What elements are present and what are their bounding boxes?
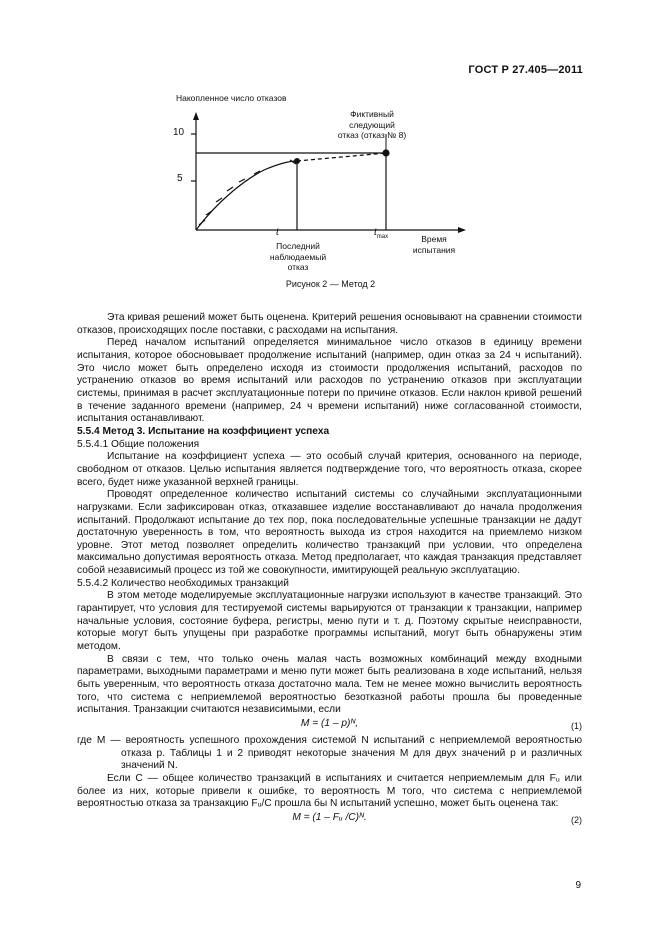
last-failure-label: Последний наблюдаемый отказ [269,241,327,272]
y-axis-arrow [193,112,199,120]
time-axis-label: Время испытания [412,234,456,255]
fictitious-failure-label: Фиктивный следующий отказ (отказ № 8) [337,109,407,140]
y-axis-label: Накопленное число отказов [176,93,287,103]
paragraph-probability: В связи с тем, что только очень малая часть возможных комбинаций между входными параметрами, выходными параметрами и меню пути может быть реализована в ходе испытаний, нельзя быть уверенным, что вероятность отказа достаточно мала. Тем не менее можно вычислить вероятность того, что система с неприемлемой вероятностью безотказной работы прошла бы проведенные испытания. Транзакции считаются независимыми, если [77,653,582,716]
last-failure-point [294,158,300,164]
extrapolation-line [297,153,386,161]
paragraph-decision-curve: Эта кривая решений может быть оценена. Критерий решения основывают на сравнении стоимости отказов, происходящих после поставки, с расходами на испытания. [77,312,582,336]
heading-5-5-4-2: 5.5.4.2 Количество необходимых транзакций [77,577,289,589]
page-number: 9 [575,880,581,891]
paragraph-transactions: В этом методе моделируемые эксплуатационные нагрузки используют в качестве транзакций. Это гарантирует, что условия для тестируемой системы варьируются от транзакции к транзакции, например начальные условия, состояние буфера, регистры, меню пути и т. д. Поэтому скрытые неисправности, которые могут быть упущены при разработке программы испытаний, могут быть обнаружены этим методом. [77,590,582,653]
fictitious-failure-point [382,149,389,156]
paragraph-success-ratio: Испытание на коэффициент успеха — это особый случай критерия, основанного на периоде, свободном от отказов. Целью испытания является подтверждение того, что вероятность отказа, скорее всего, будет ниже указанной верхней границы. [77,451,582,488]
figure-decision-curve [160,88,480,280]
cumulative-curve [196,161,297,230]
equation-2-formula: M = (1 – Fᵤ /C)ᴺ. [292,811,367,823]
equation-1-number: (1) [571,721,582,731]
equation-2 [77,812,582,827]
heading-5-5-4-1: 5.5.4.1 Общие положения [77,438,200,450]
standard-header: ГОСТ Р 27.405—2011 [468,64,583,76]
document-body [77,312,582,829]
paragraph-minimum-failures: Перед началом испытаний определяется минимальное число отказов в единицу времени испытания, которое обосновывает продолжение испытаний (например, один отказ за 24 ч испытаний). Это число может быть определено исходя из стоимости продолжения испытаний, расходов по устранению отказов во время испытаний или расходов по устранению отказов при эксплуатации системы, принимая в расчет эксплуатационные потери по причине отказов. Если наклон кривой решений в течение заданного времени (например, 24 ч времени испытаний) ниже согласованной стоимости, испытания останавливают. [77,337,582,425]
tmax-label: $t_{max}$ [374,227,389,240]
t-label: t [276,227,279,238]
equation-1 [77,718,582,733]
paragraph-total-transactions: Если C — общее количество транзакций в испытаниях и считается неприемлемым для Fᵤ или более из них, которые привели к ошибке, то вероятность M того, что система с неприемлемой вероятностью отказа за транзакцию Fᵤ/C прошла бы N испытаний успешно, может быть оценена так: [77,772,582,810]
y-tick-5: 5 [177,173,183,184]
y-tick-10: 10 [173,127,185,138]
paragraph-test-procedure: Проводят определенное количество испытаний системы со случайными эксплуатационными нагрузками. Если зафиксирован отказ, отказавшее изделие восстанавливают до начала продолжения испытаний. Продолжают испытание до тех пор, пока последовательные успешные транзакции не дадут достаточную уверенность в том, что вероятность выхода из строя находится на приемлемо низком уровне. Этот метод позволяет определить количество транзакций при условии, что определена максимально допустимая вероятность отказа. Метод предполагает, что каждая транзакция представляет собой независимый процесс из той же совокупности, имитирующей реальную эксплуатацию. [77,489,582,577]
figure-caption: Рисунок 2 — Метод 2 [285,279,376,289]
equation-1-where: где M — вероятность успешного прохождения системой N испытаний с неприемлемой вероятностью отказа p. Таблицы 1 и 2 приводят некоторые значения M для двух значений p и различных значений N. [77,735,582,772]
equation-1-formula: M = (1 – p)ᴺ, [300,718,359,729]
x-axis-arrow [458,227,466,233]
equation-2-number: (2) [571,814,582,825]
heading-5-5-4: 5.5.4 Метод 3. Испытание на коэффициент успеха [77,425,330,437]
